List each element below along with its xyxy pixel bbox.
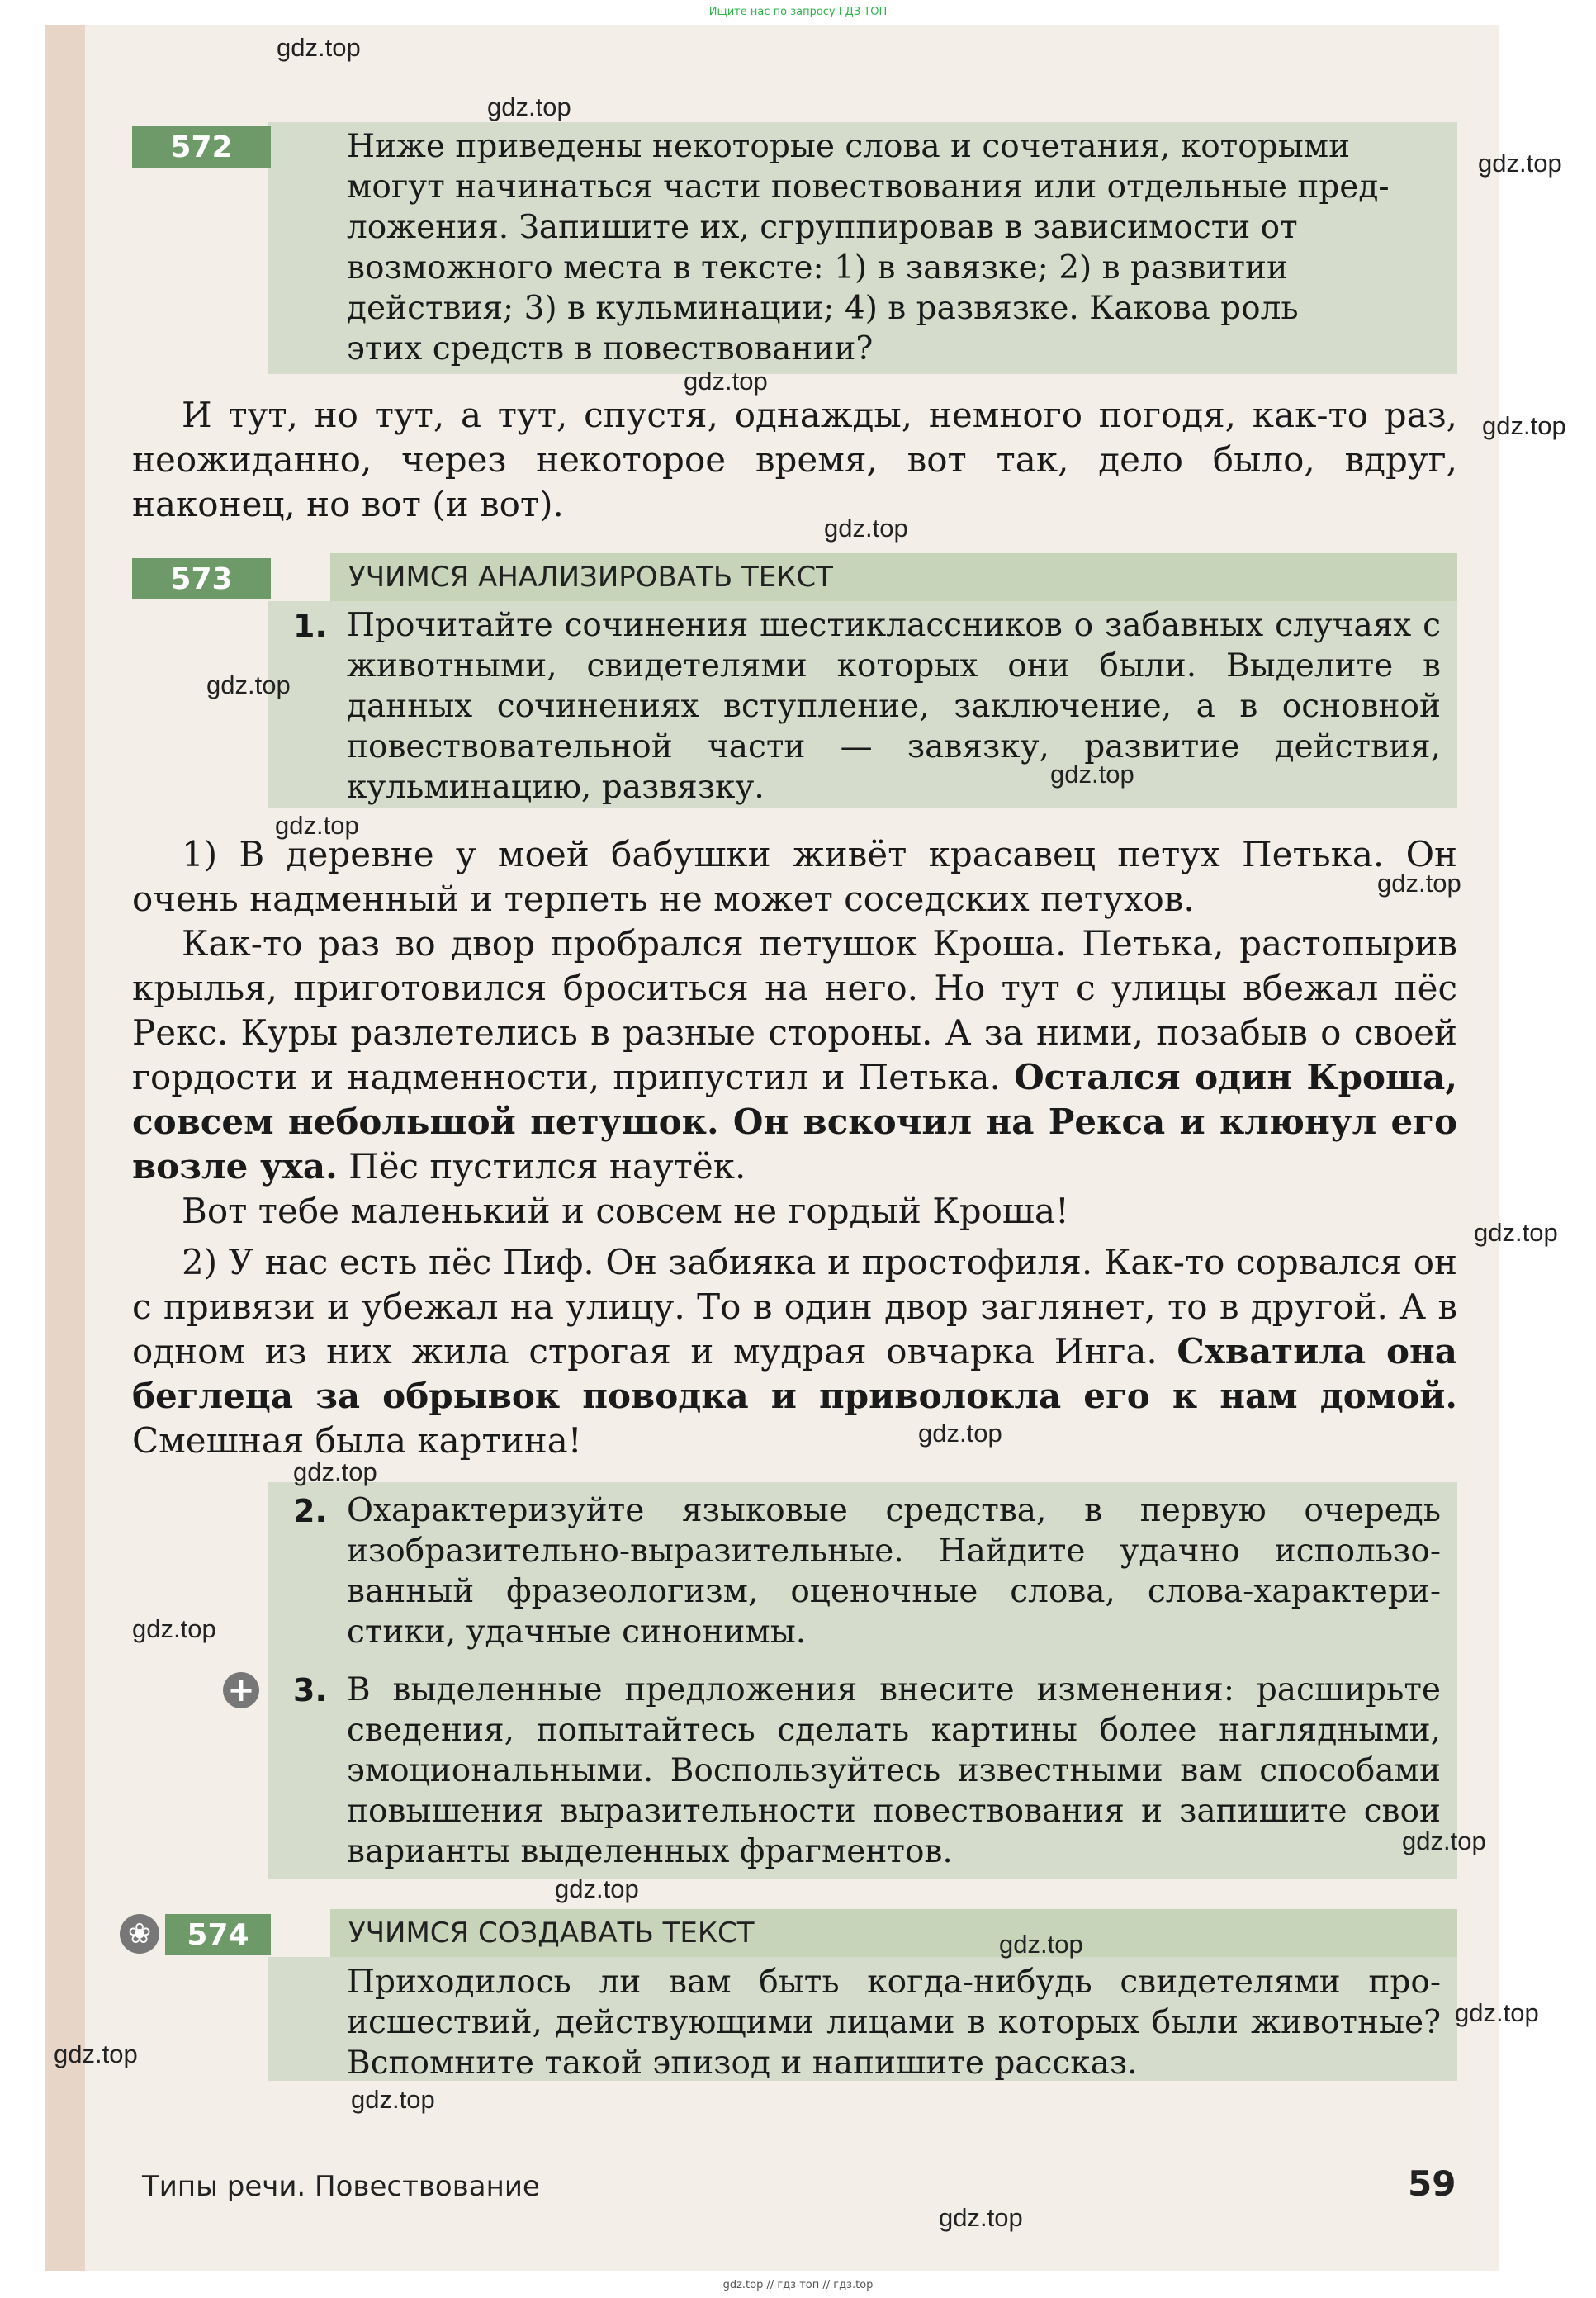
watermark: gdz.top: [1402, 1827, 1486, 1855]
ex573-task2-number: 2.: [293, 1493, 327, 1529]
flower-icon: ❀: [120, 1914, 159, 1954]
story2-tail: Смешная была картина!: [132, 1420, 582, 1461]
ex574-heading-band: [330, 1909, 1457, 1957]
ex573-task2-text: Охарактеризуйте языковые средства, в первую очередь изобразительно-выразительные. Найдите удачно использованный фразеологизм, оценочные слова, слова-характеристики, удачные синонимы.: [347, 1492, 1441, 1651]
ex573-story2: [132, 1240, 1457, 1463]
watermark: gdz.top: [555, 1874, 639, 1903]
watermark: gdz.top: [939, 2203, 1023, 2232]
watermark: gdz.top: [277, 33, 361, 62]
ex573-story1: [132, 832, 1457, 1234]
story2-highlight: Схватила она беглеца за обрывок поводка и приволокла его к нам домой.: [132, 1331, 1458, 1416]
watermark: gdz.top: [824, 514, 908, 543]
watermark: gdz.top: [487, 92, 571, 121]
story1-main-tail: Пёс пустился наутёк.: [337, 1146, 746, 1187]
watermark: gdz.top: [1474, 1218, 1558, 1247]
watermark: gdz.top: [275, 811, 359, 840]
ex573-task1-text: Прочитайте сочинения шестиклассников о забавных случаях с животными, свидетелями которых они были. Выделите в данных сочинениях вступление, заключение, а в основной повествовательной части — завязку, развитие действия, кульминацию, развязку.: [347, 607, 1441, 806]
story1-main-text: Как-то раз во двор пробрался петушок Кроша. Петька, растопырив крылья, приготовился броситься на него. Но тут с улицы вбежал пёс Рекс. Куры разлетелись в разные стороны. А за ними, позабыв о своей гордости и надменности, припустил и Петька.: [132, 923, 1457, 1097]
watermark: gdz.top: [206, 670, 291, 699]
ex572-number: 572: [132, 126, 271, 168]
ex572-words: [132, 393, 1457, 527]
watermark: gdz.top: [1478, 149, 1562, 178]
ex572-task-text: [347, 126, 1437, 369]
ex573-task1-number: 1.: [293, 608, 327, 644]
watermark: gdz.top: [1455, 1998, 1539, 2027]
story1-ending: Вот тебе маленький и совсем не гордый Кроша!: [182, 1191, 1069, 1231]
ex572-words-text: И тут, но тут, а тут, спустя, однажды, немного погодя, как-то раз, неожиданно, через некоторое время, вот так, дело было, вдруг, наконец, но вот (и вот).: [132, 395, 1457, 524]
ex572-task-line: могут начинаться части повествования или отдельные пред-: [347, 168, 1390, 206]
story2-text: [132, 1240, 1457, 1463]
ex573-heading-band: [330, 553, 1457, 601]
watermark: gdz.top: [999, 1930, 1083, 1959]
watermark: gdz.top: [351, 2085, 435, 2114]
plus-icon: +: [223, 1672, 259, 1708]
story2-main-text: 2) У нас есть пёс Пиф. Он забияка и простофиля. Как-то сорвался он с привязи и убежал на улицу. То в один двор заглянет, то в другой. А в одном из них жила строгая и мудрая овчарка Инга.: [132, 1242, 1457, 1372]
watermark: gdz.top: [1377, 869, 1461, 898]
ex572-task-line: этих средств в повествовании?: [347, 330, 874, 367]
ex573-heading: УЧИМСЯ АНАЛИЗИРОВАТЬ ТЕКСТ: [348, 561, 833, 594]
footer-section-title: Типы речи. Повествование: [142, 2170, 540, 2203]
page-margin-band: [45, 25, 85, 2271]
story1-main: [132, 922, 1457, 1189]
watermark: gdz.top: [684, 367, 768, 396]
ex573-task3-number: 3.: [293, 1672, 327, 1708]
watermark: gdz.top: [1482, 411, 1566, 440]
watermark: gdz.top: [293, 1457, 377, 1486]
bottom-banner: gdz.top // гдз топ // гдз.top: [0, 2272, 1596, 2298]
top-banner: Ищите нас по запросу ГДЗ ТОП: [0, 0, 1596, 25]
ex574-heading: УЧИМСЯ СОЗДАВАТЬ ТЕКСТ: [348, 1917, 755, 1950]
ex573-number: 573: [132, 558, 271, 599]
ex574-task-text: Приходилось ли вам быть когда-нибудь свидетелями происшествий, действующими лицами в которых были животные? Вспомните такой эпизод и напишите рассказ.: [347, 1964, 1441, 2082]
ex574-number: 574: [165, 1914, 271, 1955]
ex572-task-line: возможного места в тексте: 1) в завязке; 2) в развитии: [347, 249, 1288, 287]
ex572-task-line: действия; 3) в кульминации; 4) в развязке. Какова роль: [347, 290, 1299, 327]
ex572-task-line: Ниже приведены некоторые слова и сочетания, которыми: [347, 128, 1351, 165]
ex573-task3-text: В выделенные предложения внесите изменения: расширьте сведения, попытайтесь сделать картины более наглядными, эмоциональными. Воспользуйтесь известными вам способами повышения выразительности повествования и запишите свои варианты выделенных фрагментов.: [347, 1671, 1441, 1870]
watermark: gdz.top: [1050, 760, 1134, 789]
story1-intro: 1) В деревне у моей бабушки живёт красавец петух Петька. Он очень надменный и терпеть не может соседских петухов.: [132, 834, 1457, 919]
story1-highlight: Остался один Кроша, совсем небольшой петушок. Он вскочил на Рекса и клюнул его возле уха.: [132, 1057, 1457, 1187]
page-number: 59: [1408, 2163, 1456, 2204]
watermark: gdz.top: [918, 1419, 1002, 1448]
watermark: gdz.top: [132, 1614, 216, 1643]
watermark: gdz.top: [54, 2040, 138, 2068]
ex572-task-line: ложения. Запишите их, сгруппировав в зависимости от: [347, 209, 1298, 246]
